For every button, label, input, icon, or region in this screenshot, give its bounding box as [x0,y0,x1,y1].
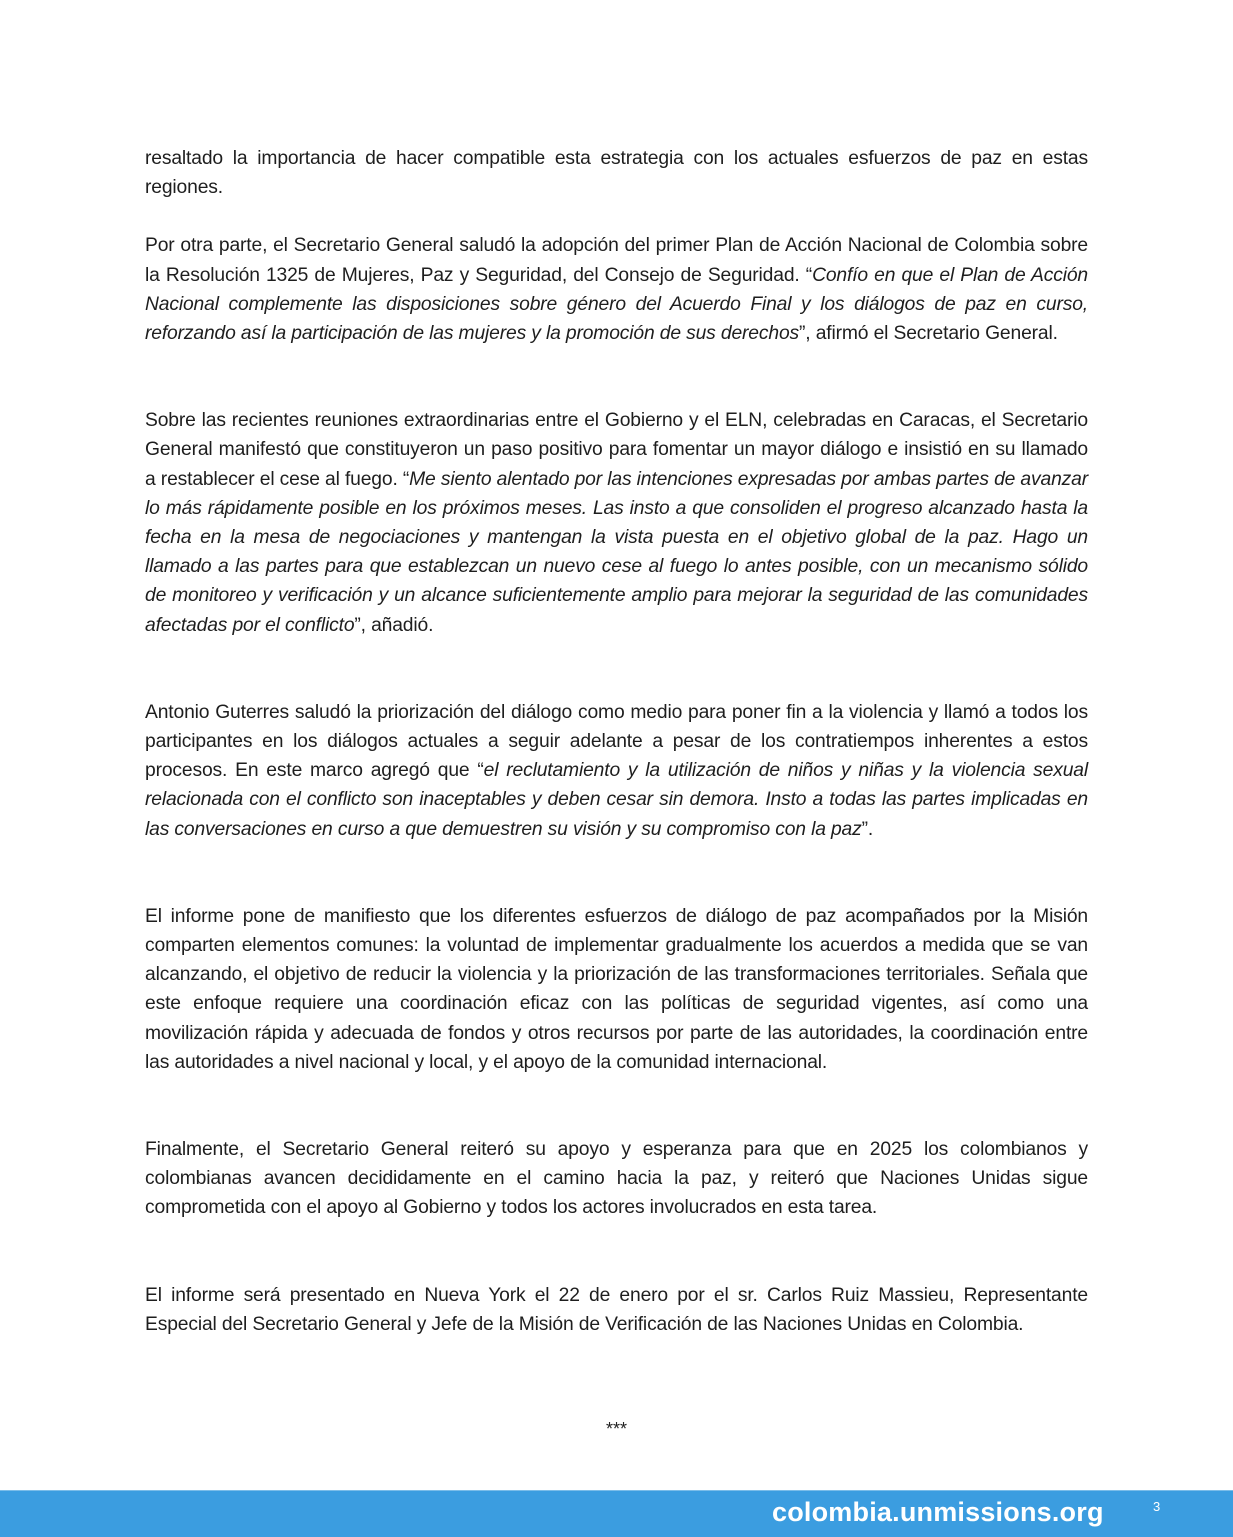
paragraph-1 [145,144,1088,202]
paragraph-6 [145,1135,1088,1223]
quote-text: Me siento alentado por las intenciones expresadas por ambas partes de avanzar lo más rápidamente posible en los próximos meses. Las insto a que consoliden el progreso alcanzado hasta la fecha en la mesa de negociaciones y mantengan la vista puesta en el objetivo global de la paz. Hago un llamado a las partes para que establezcan un nuevo cese al fuego lo antes posible, con un mecanismo sólido de monitoreo y verificación y un alcance suficientemente amplio para mejorar la seguridad de las comunidades afectadas por el conflicto [145,468,1088,636]
paragraph-text: El informe pone de manifiesto que los diferentes esfuerzos de diálogo de paz acompañados por la Misión comparten elementos comunes: la voluntad de implementar gradualmente los acuerdos a medida que se van alcanzando, el objetivo de reducir la violencia y la priorización de las transformaciones territoriales. Señala que este enfoque requiere una coordinación eficaz con las políticas de seguridad vigentes, así como una movilización rápida y adecuada de fondos y otros recursos por parte de las autoridades, la coordinación entre las autoridades a nivel nacional y local, y el apoyo de la comunidad internacional. [145,905,1088,1073]
quote-text: el reclutamiento y la utilización de niños y niñas y la violencia sexual relacionada con el conflicto son inaceptables y deben cesar sin demora. Insto a todas las partes implicadas en las conversaciones en curso a que demuestren su visión y su compromiso con la paz [145,760,1089,840]
paragraph-text: El informe será presentado en Nueva York el 22 de enero por el sr. Carlos Ruiz Massieu, Representante Especial del Secretario General y Jefe de la Misión de Verificación de las Naciones Unidas en Colombia. [145,1284,1088,1335]
paragraph-4 [145,698,1088,844]
paragraph-3 [145,406,1088,640]
paragraph-text: Finalmente, el Secretario General reiteró su apoyo y esperanza para que en 2025 los colombianos y colombianas avancen decididamente en el camino hacia la paz, y reiteró que Naciones Unidas sigue comprometida con el apoyo al Gobierno y todos los actores involucrados en esta tarea. [145,1139,1088,1219]
footer-bar [0,1490,1233,1537]
paragraph-text: Por otra parte, el Secretario General saludó la adopción del primer Plan de Acción Nacional de Colombia sobre la Resolución 1325 de Mujeres, Paz y Seguridad, del Consejo de Seguridad. “ [145,235,1088,286]
document-body [145,144,1088,1339]
paragraph-text: ”, afirmó el Secretario General. [799,323,1058,345]
paragraph-text: Sobre las recientes reuniones extraordinarias entre el Gobierno y el ELN, celebradas en Caracas, el Secretario General manifestó que constituyeron un paso positivo para fomentar un mayor diálogo e insistió en su llamado a restablecer el cese al fuego. “ [145,410,1088,490]
paragraph-text: ”. [861,818,874,840]
quote-text: Confío en que el Plan de Acción Nacional complemente las disposiciones sobre género del Acuerdo Final y los diálogos de paz en curso, reforzando así la participación de las mujeres y la promoción de sus derechos [145,264,1088,345]
page-number: 3 [1153,1499,1161,1514]
paragraph-text: Antonio Guterres saludó la priorización del diálogo como medio para poner fin a la violencia y llamó a todos los participantes en los diálogos actuales a seguir adelante a pesar de los contratiempos inherentes a estos procesos. En este marco agregó que “ [145,701,1088,782]
end-separator: *** [605,1419,627,1439]
footer-website-link[interactable]: colombia.unmissions.org [772,1497,1104,1527]
paragraph-7 [145,1281,1088,1339]
paragraph-2 [145,231,1088,348]
paragraph-5 [145,902,1088,1077]
paragraph-text: ”, añadió. [354,614,434,636]
paragraph-text: resaltado la importancia de hacer compatible esta estrategia con los actuales esfuerzos de paz en estas regiones. [145,148,1088,199]
